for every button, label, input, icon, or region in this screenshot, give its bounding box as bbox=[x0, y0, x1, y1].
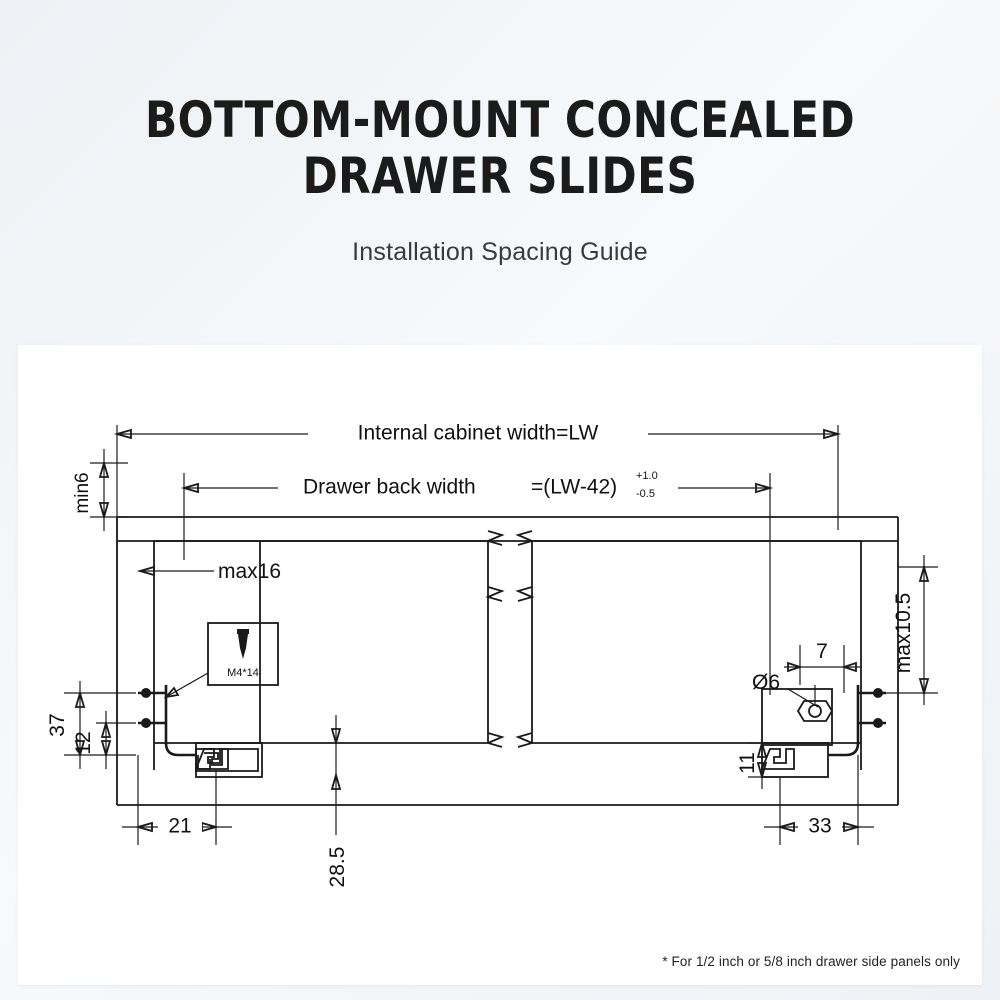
label-max10-5: max10.5 bbox=[892, 592, 915, 674]
slide-profile-right bbox=[762, 685, 886, 777]
page-title-line2: DRAWER SLIDES bbox=[302, 147, 698, 205]
dim-37 bbox=[46, 681, 136, 769]
dim-7 bbox=[784, 640, 860, 693]
dim-12 bbox=[72, 711, 136, 769]
label-min6: min6 bbox=[72, 472, 93, 514]
label-tolerance-lower: -0.5 bbox=[636, 488, 655, 500]
label-21: 21 bbox=[168, 814, 192, 838]
label-drawer-back-equals: =(LW-42) bbox=[531, 475, 618, 499]
drawer-box-right bbox=[532, 541, 861, 770]
page-subtitle: Installation Spacing Guide bbox=[352, 238, 648, 266]
technical-drawing bbox=[18, 345, 982, 985]
dim-11 bbox=[736, 731, 778, 789]
screw-callout bbox=[166, 623, 278, 697]
dim-28-5 bbox=[326, 715, 349, 887]
dim-min6 bbox=[72, 449, 128, 531]
screw-marks-right bbox=[858, 688, 886, 728]
label-12: 12 bbox=[72, 731, 95, 755]
dim-max16 bbox=[140, 560, 281, 583]
label-screw-spec: M4*14 bbox=[227, 667, 259, 679]
screw-icon bbox=[237, 629, 249, 659]
label-drawer-back-width: Drawer back width bbox=[303, 475, 476, 499]
label-internal-cabinet-width: Internal cabinet width=LW bbox=[357, 421, 599, 445]
label-33: 33 bbox=[808, 814, 832, 838]
diagram-card bbox=[18, 345, 982, 985]
page-title bbox=[115, 92, 886, 204]
label-max16: max16 bbox=[218, 560, 282, 583]
label-37: 37 bbox=[46, 713, 69, 737]
footnote: * For 1/2 inch or 5/8 inch drawer side panels only bbox=[662, 954, 960, 969]
break-lines bbox=[488, 531, 532, 747]
label-7: 7 bbox=[816, 640, 828, 663]
page-title-line1: BOTTOM-MOUNT CONCEALED bbox=[144, 91, 856, 149]
slide-profile-left bbox=[138, 685, 262, 777]
screw-marks-left bbox=[138, 688, 166, 728]
label-dia-6: Ø6 bbox=[751, 671, 780, 694]
label-11: 11 bbox=[736, 752, 759, 774]
label-28-5: 28.5 bbox=[326, 846, 349, 888]
drawer-box-left bbox=[154, 541, 488, 770]
dim-max10-5 bbox=[886, 555, 938, 705]
cam-detail bbox=[798, 685, 832, 721]
label-tolerance-upper: +1.0 bbox=[636, 470, 658, 482]
header bbox=[0, 0, 1000, 267]
